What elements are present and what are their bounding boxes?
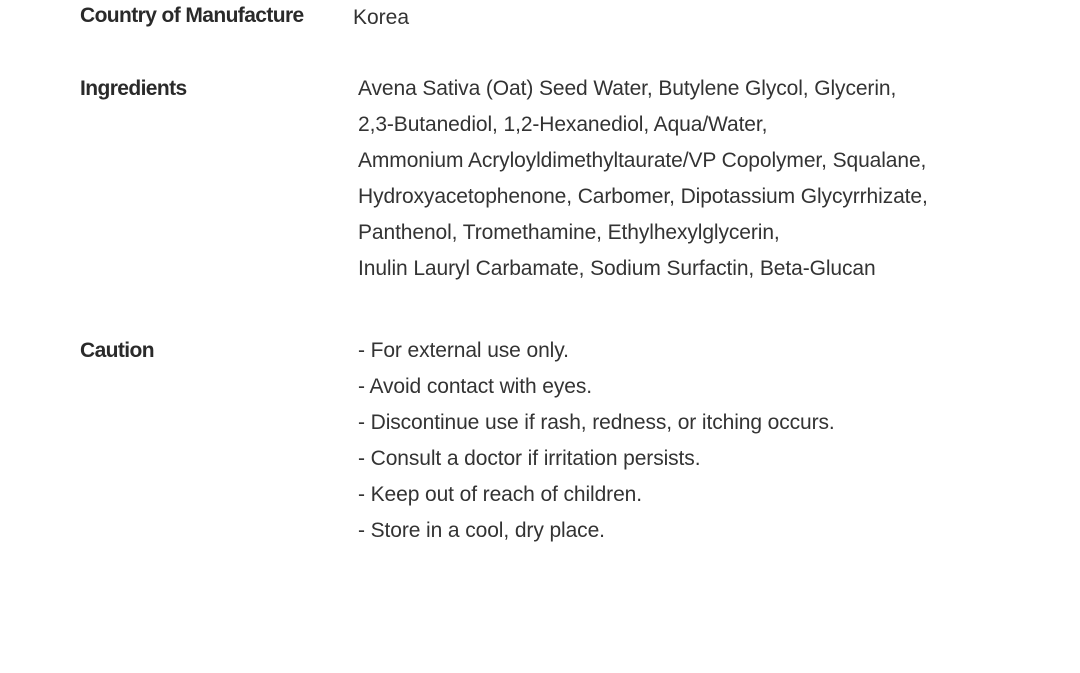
ingredients-line: 2,3-Butanediol, 1,2-Hexanediol, Aqua/Water, bbox=[358, 113, 768, 136]
caution-line: - For external use only. bbox=[358, 339, 569, 362]
caution-line: - Consult a doctor if irritation persists. bbox=[358, 447, 701, 470]
caution-line: - Store in a cool, dry place. bbox=[358, 519, 605, 542]
caution-line: - Keep out of reach of children. bbox=[358, 483, 642, 506]
ingredients-line: Ammonium Acryloyldimethyltaurate/VP Copolymer, Squalane, bbox=[358, 149, 927, 172]
manufacture-label: Country of Manufacture bbox=[80, 4, 304, 27]
ingredients-line: Inulin Lauryl Carbamate, Sodium Surfactin, Beta-Glucan bbox=[358, 257, 876, 280]
manufacture-value: Korea bbox=[353, 6, 410, 29]
ingredients-line: Avena Sativa (Oat) Seed Water, Butylene Glycol, Glycerin, bbox=[358, 77, 897, 100]
ingredients-list bbox=[358, 71, 928, 287]
caution-line: - Avoid contact with eyes. bbox=[358, 375, 592, 398]
ingredients-line: Panthenol, Tromethamine, Ethylhexylglycerin, bbox=[358, 221, 780, 244]
caution-list bbox=[358, 333, 835, 549]
caution-line: - Discontinue use if rash, redness, or itching occurs. bbox=[358, 411, 835, 434]
ingredients-label: Ingredients bbox=[80, 77, 187, 100]
caution-label: Caution bbox=[80, 339, 154, 362]
ingredients-line: Hydroxyacetophenone, Carbomer, Dipotassium Glycyrrhizate, bbox=[358, 185, 928, 208]
